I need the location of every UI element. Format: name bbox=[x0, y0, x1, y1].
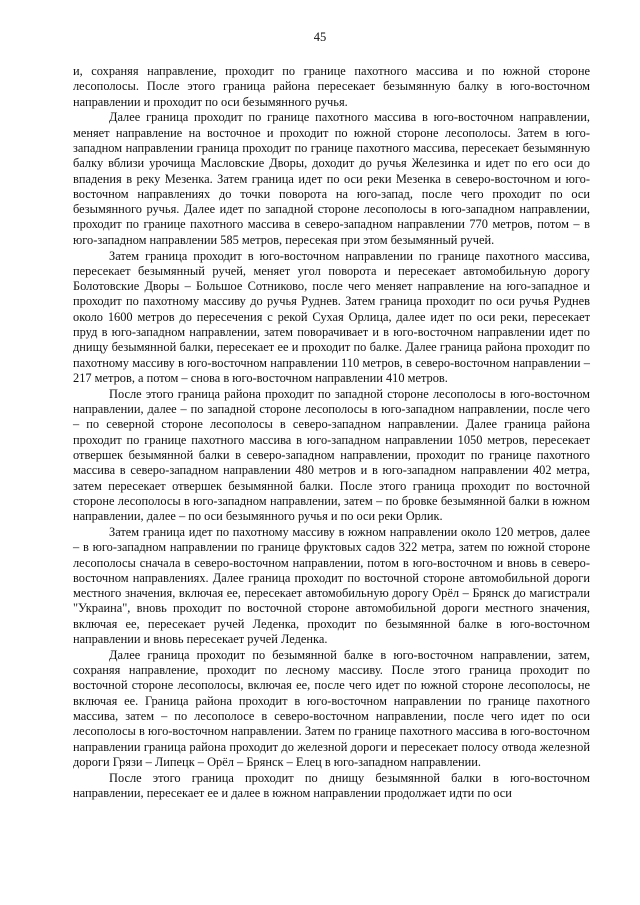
document-body bbox=[73, 64, 590, 801]
paragraph: После этого граница района проходит по западной стороне лесополосы в юго-восточном направлении, далее – по западной стороне лесополосы в юго-западном направлении, после чего – по северной стороне лесополосы в северо-западном направлении. Далее граница района проходит по границе пахотного массива в юго-западном направлении 1050 метров, пересекает отвершек безымянной балки в северо-западном направлении, проходит по границе пахотного массива в северо-западном направлении 480 метров и в юго-западном направлении 402 метра, затем пересекает отвершек безымянной балки. После этого граница проходит по восточной стороне лесополосы в юго-западном направлении, затем – по бровке безымянной балки в южном направлении, далее – по оси безымянного ручья и по оси реки Орлик. bbox=[73, 386, 590, 524]
paragraph: После этого граница проходит по днищу безымянной балки в юго-восточном направлении, пересекает ее и далее в южном направлении продолжает идти по оси bbox=[73, 770, 590, 800]
paragraph: Далее граница проходит по безымянной балке в юго-восточном направлении, затем, сохраняя направление, проходит по лесному массиву. После этого граница проходит по восточной стороне лесополосы, включая ее, после чего идет по южной стороне лесополосы, не включая ее. Граница района проходит в юго-восточном направлении по границе пахотного массива, затем – по лесополосе в северо-восточном направлении, после чего идет по оси лесополосы в юго-восточном направлении. Затем по границе пахотного массива в юго-восточном направлении граница района проходит до железной дороги и пересекает полосу отвода железной дороги Грязи – Липецк – Орёл – Брянск – Елец в юго-западном направлении. bbox=[73, 647, 590, 769]
paragraph-continuation: и, сохраняя направление, проходит по границе пахотного массива и по южной стороне лесополосы. После этого граница района пересекает безымянную балку в юго-восточном направлении и проходит по оси безымянного ручья. bbox=[73, 64, 590, 109]
paragraph: Затем граница идет по пахотному массиву в южном направлении около 120 метров, далее – в юго-западном направлении по границе фруктовых садов 322 метра, затем по южной стороне лесополосы сначала в северо-восточном направлении, потом в юго-восточном и вновь в северо-восточном направлениях. Далее граница проходит по восточной стороне автомобильной дороги местного значения, включая ее, пересекает автомобильную дорогу Орёл – Брянск до магистрали "Украина", вновь проходит по восточной стороне автомобильной дороги местного значения, включая ее, пересекает ручей Леденка, проходит по безымянной балке в юго-восточном направлении и вновь пересекает ручей Леденка. bbox=[73, 524, 590, 646]
paragraph: Затем граница проходит в юго-восточном направлении по границе пахотного массива, пересекает безымянный ручей, меняет угол поворота и пересекает автомобильную дорогу Болотовские Дворы – Большое Сотниково, после чего меняет направление на юго-западное и проходит по пахотному массиву до ручья Руднев. Затем граница проходит по оси ручья Руднев около 1600 метров до пересечения с рекой Сухая Орлица, далее идет по оси реки, пересекает пруд в юго-западном направлении, затем поворачивает и в юго-восточном направлении идет по днищу безымянной балки, пересекает ее и проходит по балке. Далее граница района проходит по пахотному массиву в юго-восточном направлении 110 метров, в северо-восточном направлении – 217 метров, а потом – снова в юго-восточном направлении 410 метров. bbox=[73, 248, 590, 385]
paragraph: Далее граница проходит по границе пахотного массива в юго-восточном направлении, меняет направление на восточное и проходит по южной стороне лесополосы. Затем в юго-западном направлении граница проходит по границе пахотного массива, пересекает безымянную балку вблизи урочища Масловские Дворы, доходит до ручья Железинка и идет по его оси до впадения в реку Мезенка. Затем граница идет по оси реки Мезенка в северо-восточном и юго-восточном направлениях до точки поворота на юго-запад, после чего проходит по оси безымянного ручья. Далее идет по западной стороне лесополосы в юго-западном направлении, проходит по границе пахотного массива в северо-западном направлении 770 метров, потом – в юго-западном направлении 585 метров, пересекая при этом безымянный ручей. bbox=[73, 110, 590, 247]
page-number: 45 bbox=[313, 30, 327, 44]
